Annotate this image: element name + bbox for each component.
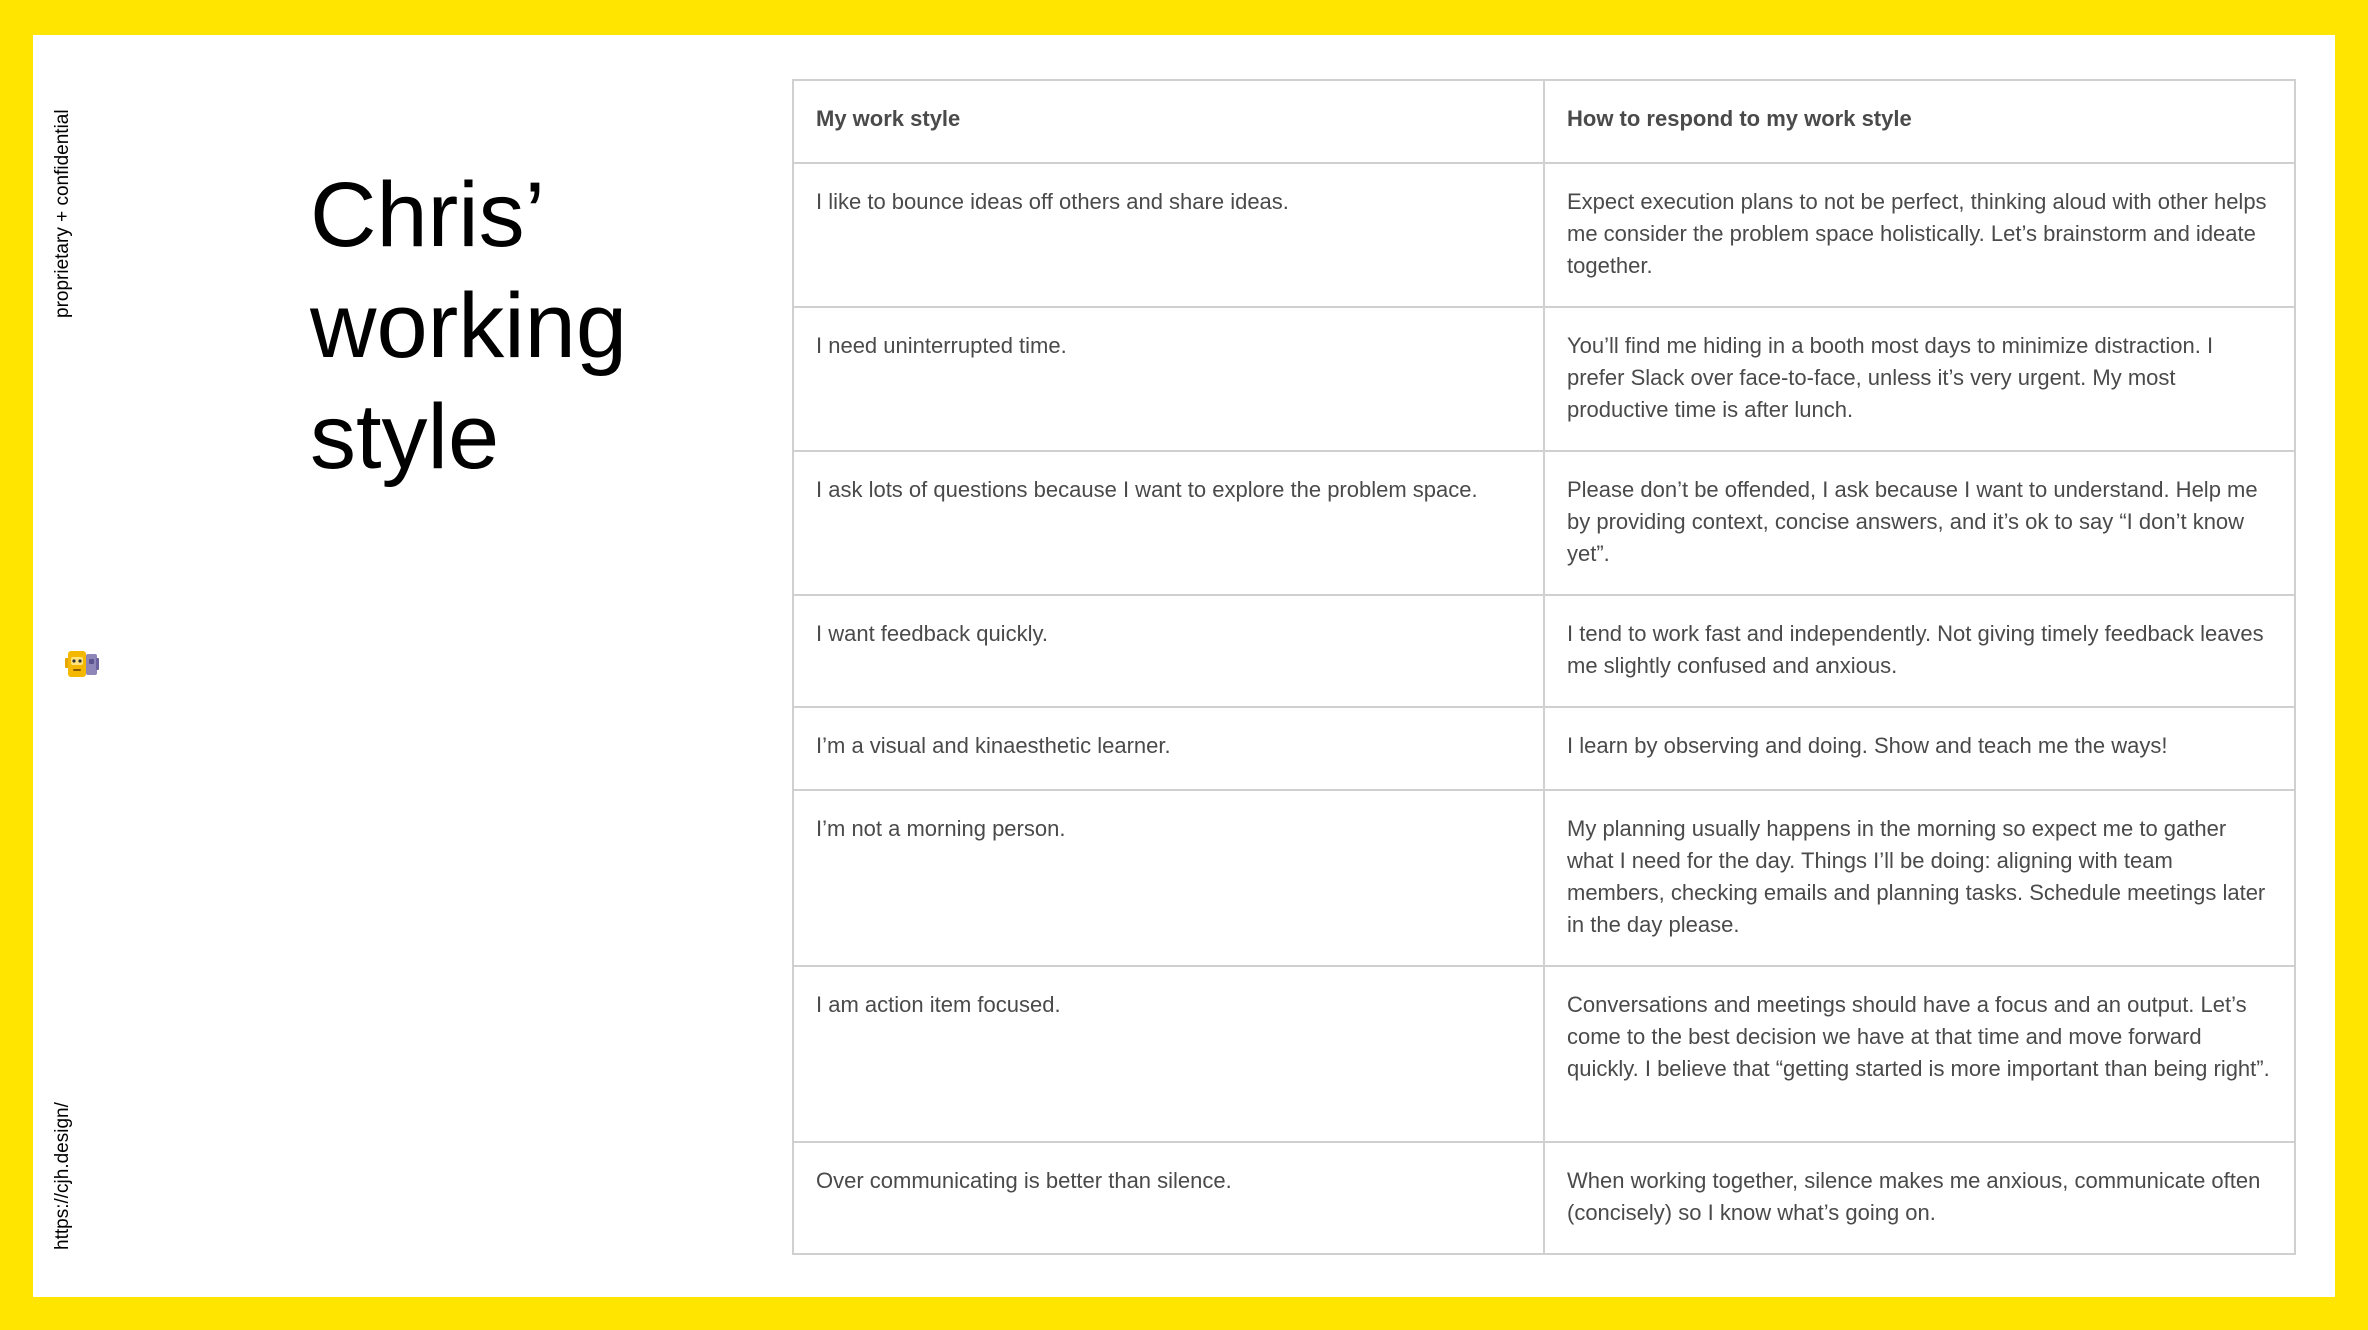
table-header-row: [793, 80, 2295, 163]
column-header-response: How to respond to my work style: [1544, 80, 2295, 163]
table-row: [793, 451, 2295, 595]
page-title: Chris’ working style: [310, 164, 628, 488]
response-cell: Please don’t be offended, I ask because I want to understand. Help me by providing context, concise answers, and it’s ok to say “I don’t know yet”.: [1544, 451, 2295, 595]
response-cell: Expect execution plans to not be perfect, thinking aloud with other helps me consider the problem space holistically. Let’s brainstorm and ideate together.: [1544, 163, 2295, 307]
work-style-cell: I want feedback quickly.: [793, 595, 1544, 707]
response-cell: My planning usually happens in the morning so expect me to gather what I need for the day. Things I’ll be doing: aligning with team members, checking emails and planning tasks. Schedule meetings later in the day please.: [1544, 790, 2295, 966]
table-row: [793, 1142, 2295, 1254]
response-cell: I tend to work fast and independently. Not giving timely feedback leaves me slightly confused and anxious.: [1544, 595, 2295, 707]
table-row: [793, 163, 2295, 307]
work-style-cell: I ask lots of questions because I want to explore the problem space.: [793, 451, 1544, 595]
website-url: https://cjh.design/: [52, 1102, 73, 1250]
work-style-cell: I’m not a morning person.: [793, 790, 1544, 966]
work-style-cell: I like to bounce ideas off others and share ideas.: [793, 163, 1544, 307]
confidential-label: proprietary + confidential: [52, 109, 73, 318]
response-cell: When working together, silence makes me anxious, communicate often (concisely) so I know what’s going on.: [1544, 1142, 2295, 1254]
table-row: [793, 307, 2295, 451]
robot-icon: [63, 648, 101, 680]
table-row: [793, 966, 2295, 1142]
response-cell: Conversations and meetings should have a focus and an output. Let’s come to the best decision we have at that time and move forward quickly. I believe that “getting started is more important than being right”.: [1544, 966, 2295, 1142]
work-style-cell: Over communicating is better than silence.: [793, 1142, 1544, 1254]
response-cell: You’ll find me hiding in a booth most days to minimize distraction. I prefer Slack over face-to-face, unless it’s very urgent. My most productive time is after lunch.: [1544, 307, 2295, 451]
column-header-work-style: My work style: [793, 80, 1544, 163]
work-style-cell: I’m a visual and kinaesthetic learner.: [793, 707, 1544, 790]
table-row: [793, 707, 2295, 790]
work-style-cell: I need uninterrupted time.: [793, 307, 1544, 451]
response-cell: I learn by observing and doing. Show and teach me the ways!: [1544, 707, 2295, 790]
table-row: [793, 790, 2295, 966]
work-style-table: [792, 79, 2296, 1255]
table-row: [793, 595, 2295, 707]
work-style-cell: I am action item focused.: [793, 966, 1544, 1142]
